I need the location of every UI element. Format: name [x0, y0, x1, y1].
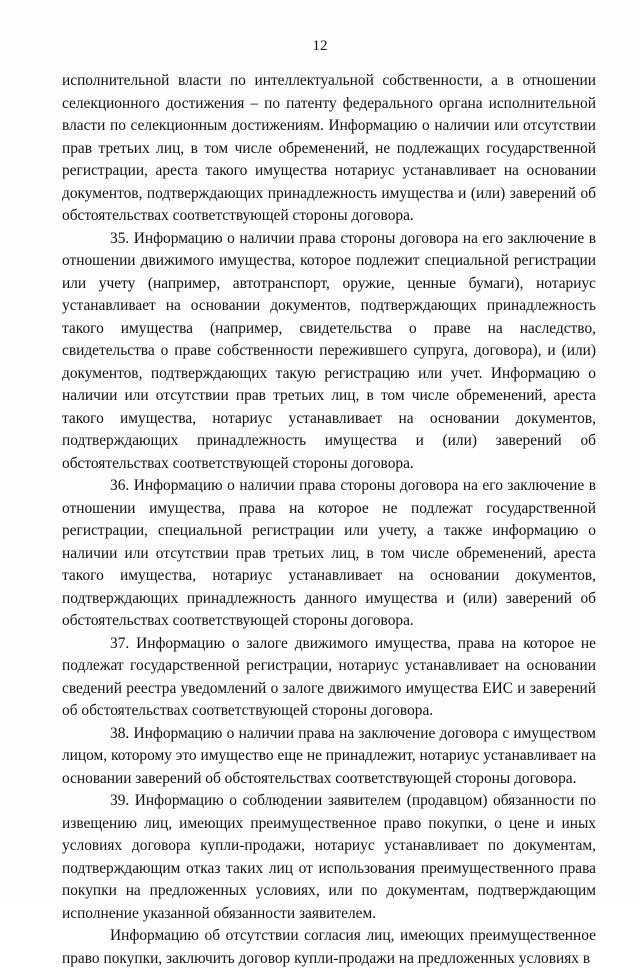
paragraph-38: 38. Информацию о наличии права на заключение договора с имуществом лицом, которому это имущество еще не принадлежит, нотариус устанавливает на основании заверений об обстоятельствах соответствующей стороны договора. — [62, 724, 596, 787]
paragraph-37: 37. Информацию о залоге движимого имущества, права на которое не подлежат государственной регистрации, нотариус устанавливает на основании сведений реестра уведомлений о залоге движимого имущества ЕИС и заверений об обстоятельствах соответствующей стороны договора. — [62, 634, 596, 719]
page-number: 12 — [312, 38, 328, 54]
paragraph-39: 39. Информацию о соблюдении заявителем (продавцом) обязанности по извещению лиц, имеющих преимущественное право покупки, о цене и иных условиях договора купли-продажи, нотариус устанавливает по документам, подтверждающим отказ таких лиц от использования преимущественного права покупки на предложенных условиях, или по документам, подтверждающим исполнение указанной обязанности заявителем. — [62, 792, 596, 922]
paragraph-final: Информацию об отсутствии согласия лиц, имеющих преимущественное право покупки, заключить договор купли-продажи на предложенных условиях в — [62, 927, 596, 967]
document-body — [62, 70, 596, 970]
paragraph-continuation: исполнительной власти по интеллектуальной собственности, а в отношении селекционного достижения – по патенту федерального органа исполнительной власти по селекционным достижениям. Информацию о наличии или отсутствии прав третьих лиц, в том числе обременений, не подлежащих государственной регистрации, ареста такого имущества нотариус устанавливает на основании документов, подтверждающих принадлежность имущества и (или) заверений об обстоятельствах соответствующей стороны договора. — [62, 72, 596, 224]
paragraph-36: 36. Информацию о наличии права стороны договора на его заключение в отношении имущества, права на которое не подлежат государственной регистрации, специальной регистрации или учету, а также информацию о наличии или отсутствии прав третьих лиц, в том числе обременений, ареста такого имущества, нотариус устанавливает на основании документов, подтверждающих принадлежность данного имущества и (или) заверений об обстоятельствах соответствующей стороны договора. — [62, 477, 596, 629]
paragraph-35: 35. Информацию о наличии права стороны договора на его заключение в отношении движимого имущества, которое подлежит специальной регистрации или учету (например, автотранспорт, оружие, ценные бумаги), нотариус устанавливает на основании документов, подтверждающих принадлежность такого имущества (например, свидетельства о праве на наследство, свидетельства о праве собственности пережившего супруга, договора), и (или) документов, подтверждающих такую регистрацию или учет. Информацию о наличии или отсутствии прав третьих лиц, в том числе обременений, ареста такого имущества, нотариус устанавливает на основании документов, подтверждающих принадлежность имущества и (или) заверений об обстоятельствах соответствующей стороны договора. — [62, 229, 596, 472]
